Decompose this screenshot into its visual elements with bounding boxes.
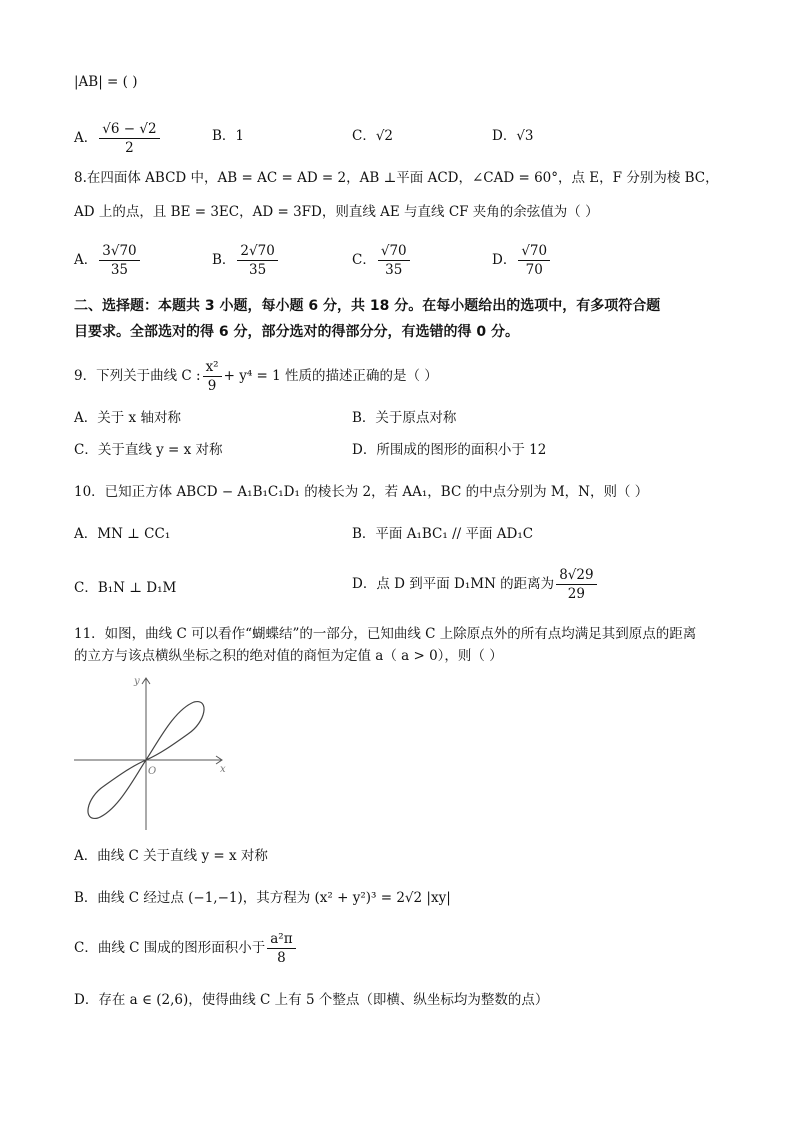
q10-option-a: A．MN ⊥ CC₁ — [74, 526, 171, 542]
q11-stem-line2: 的立方与该点横纵坐标之积的绝对值的商恒为定值 a（ a > 0），则（ ） — [74, 648, 503, 664]
q10-stem: 10．已知正方体 ABCD − A₁B₁C₁D₁ 的棱长为 2，若 AA₁，BC 的中点分别为 M，N，则（ ） — [74, 484, 649, 500]
q8-option-a: A． $\frac{3√70}{35}$ — [74, 242, 142, 279]
curve-lobe-first-quadrant — [146, 702, 204, 760]
q7-option-a: A． $\frac{√6 - √2}{2}$ — [74, 120, 162, 157]
q8-option-d: D． $\frac{√70}{70}$ — [492, 242, 552, 279]
q9-option-b: B．关于原点对称 — [352, 410, 457, 426]
q9-option-a: A．关于 x 轴对称 — [74, 410, 181, 426]
q10-option-c: C．B₁N ⊥ D₁M — [74, 580, 177, 596]
y-axis-label: y — [134, 676, 140, 687]
section2-heading-line2: 目要求。全部选对的得 6 分，部分选对的得部分分，有选错的得 0 分。 — [74, 324, 519, 340]
x-axis-label: x — [220, 764, 226, 775]
q8-stem-line1: 8.在四面体 ABCD 中，AB = AC = AD = 2，AB ⊥平面 ACD，∠CAD = 60°，点 E，F 分别为棱 BC， — [74, 170, 719, 186]
q7-option-d: D．√3 — [492, 128, 534, 144]
q8-stem-line2: AD 上的点，且 BE = 3EC，AD = 3FD，则直线 AE 与直线 CF 夹角的余弦值为（ ） — [74, 204, 599, 220]
q10-option-b: B．平面 A₁BC₁ // 平面 AD₁C — [352, 526, 534, 542]
q11-option-c: C．曲线 C 围成的图形面积小于 $\frac{\text{a²π}}{8}$ — [74, 930, 298, 967]
q11-stem-line1: 11．如图，曲线 C 可以看作“蝴蝶结”的一部分，已知曲线 C 上除原点外的所有点均满足其到原点的距离 — [74, 626, 697, 642]
q10-option-d: D．点 D 到平面 D₁MN 的距离为 $\frac{8√29}{29}$ — [352, 566, 599, 603]
q7-option-c: C．√2 — [352, 128, 394, 144]
q8-option-b: B． $\frac{2√70}{35}$ — [212, 242, 280, 279]
q9-stem-fraction: $\frac{\text{x²}}{9}$ — [203, 358, 222, 395]
q11-option-b: B．曲线 C 经过点 (−1,−1)，其方程为 (x² + y²)³ = 2√2 |xy| — [74, 890, 451, 906]
q7-stem-tail: |AB| = ( ) — [74, 74, 138, 90]
section2-heading-line1: 二、选择题：本题共 3 小题，每小题 6 分，共 18 分。在每小题给出的选项中，有多项符合题 — [74, 298, 661, 314]
bowtie-curve-figure — [70, 672, 230, 832]
q11-option-d: D．存在 a ∈ (2,6)，使得曲线 C 上有 5 个整点（即横、纵坐标均为整数的点） — [74, 992, 549, 1008]
q7-option-b: B．1 — [212, 128, 245, 144]
origin-label: O — [148, 766, 157, 777]
q8-option-c: C． $\frac{√70}{35}$ — [352, 242, 412, 279]
curve-lobe-third-quadrant — [88, 760, 146, 818]
q9-option-c: C．关于直线 y = x 对称 — [74, 442, 223, 458]
q7-option-a-fraction: $\frac{√6 - √2}{2}$ — [99, 120, 159, 157]
q9-stem: 9．下列关于曲线 C : $\frac{\text{x²}}{9}$ + y⁴ = 1 性质的描述正确的是（ ） — [74, 359, 438, 394]
q11-option-a: A．曲线 C 关于直线 y = x 对称 — [74, 848, 268, 864]
q9-option-d: D．所围成的图形的面积小于 12 — [352, 442, 547, 458]
